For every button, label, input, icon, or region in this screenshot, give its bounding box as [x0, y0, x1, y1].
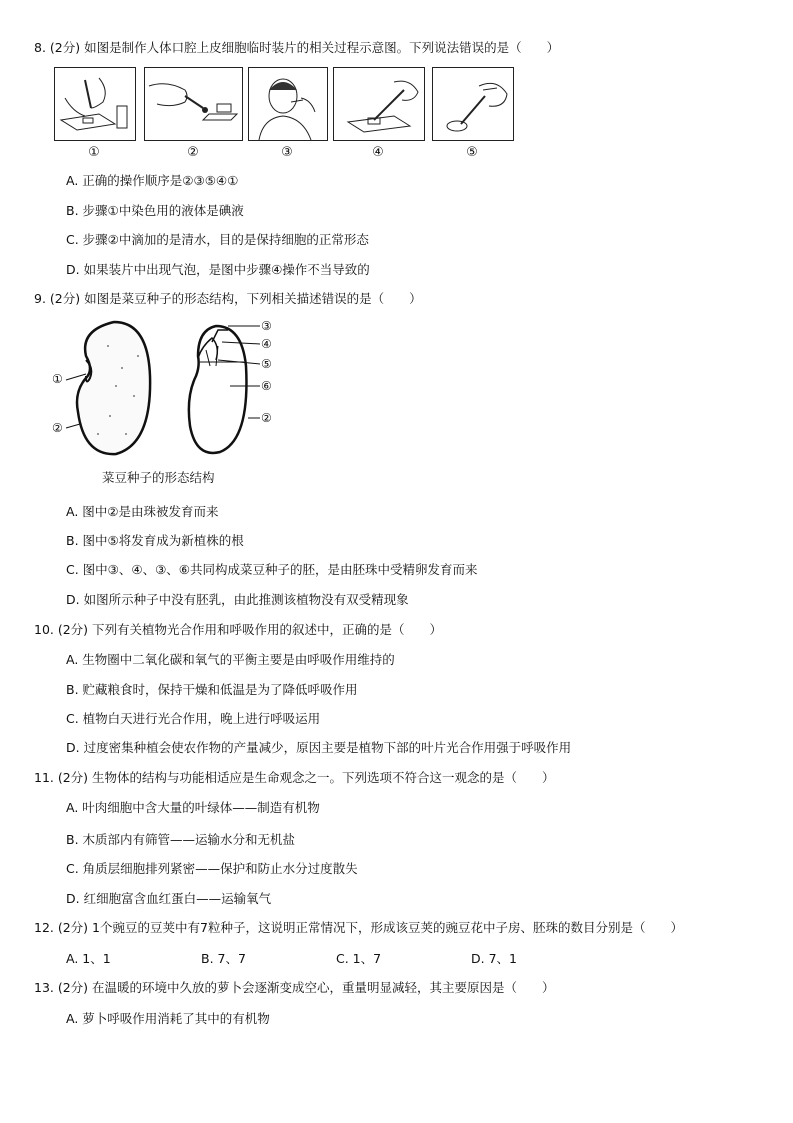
q11-option-b: B. 木质部内有筛管——运输水分和无机盐: [66, 832, 296, 847]
question-12-stem: 12. (2分) 1个豌豆的豆荚中有7粒种子，这说明正常情况下，形成该豆荚的豌豆花中子房、胚珠的数目分别是（ ）: [34, 920, 683, 935]
q10-option-c: C. 植物白天进行光合作用，晚上进行呼吸运用: [66, 711, 321, 726]
q11-option-d: D. 红细胞富含血红蛋白——运输氧气: [66, 891, 272, 906]
question-10-stem: 10. (2分) 下列有关植物光合作用和呼吸作用的叙述中，正确的是（ ）: [34, 622, 443, 637]
q9-option-a: A. 图中②是由珠被发育而来: [66, 504, 219, 519]
figure-label-5: ⑤: [466, 145, 478, 160]
q13-option-a: A. 萝卜呼吸作用消耗了其中的有机物: [66, 1011, 270, 1026]
q9-option-b: B. 图中⑤将发育成为新植株的根: [66, 533, 244, 548]
question-8-stem: 8. (2分) 如图是制作人体口腔上皮细胞临时装片的相关过程示意图。下列说法错误的是（ ）: [34, 40, 560, 55]
seed-callout-1: ①: [52, 372, 63, 386]
figure-step-2-dropping: [144, 67, 243, 141]
q8-option-d: D. 如果装片中出现气泡，是图中步骤④操作不当导致的: [66, 262, 370, 277]
q8-option-a: A. 正确的操作顺序是②③⑤④①: [66, 173, 239, 188]
q9-option-d: D. 如图所示种子中没有胚乳，由此推测该植物没有双受精现象: [66, 592, 409, 607]
bean-seed-diagram: [50, 316, 280, 458]
figure-step-5-smearing: [432, 67, 514, 141]
seed-callout-6: ⑥: [261, 379, 272, 393]
figure-label-3: ③: [281, 145, 293, 160]
seed-callout-2-left: ②: [52, 421, 63, 435]
q12-options-row: [66, 949, 746, 967]
q10-option-b: B. 贮藏粮食时，保持干燥和低温是为了降低呼吸作用: [66, 682, 358, 697]
q12-option-a: A. 1、1: [66, 951, 111, 966]
figure-label-4: ④: [372, 145, 384, 160]
q11-option-a: A. 叶肉细胞中含大量的叶绿体——制造有机物: [66, 800, 320, 815]
q10-option-a: A. 生物圈中二氧化碳和氧气的平衡主要是由呼吸作用维持的: [66, 652, 395, 667]
q10-option-d: D. 过度密集种植会使农作物的产量减少，原因主要是植物下部的叶片光合作用强于呼吸作用: [66, 740, 572, 755]
figure-step-1-staining: [54, 67, 136, 141]
q12-option-c: C. 1、7: [336, 951, 382, 966]
question-11-stem: 11. (2分) 生物体的结构与功能相适应是生命观念之一。下列选项不符合这一观念的是（ ）: [34, 770, 555, 785]
q9-option-c: C. 图中③、④、③、⑥共同构成菜豆种子的胚，是由胚珠中受精卵发育而来: [66, 562, 478, 577]
question-13-stem: 13. (2分) 在温暖的环境中久放的萝卜会逐渐变成空心，重量明显减轻，其主要原因是（ ）: [34, 980, 555, 995]
q12-option-b: B. 7、7: [201, 951, 246, 966]
figure-caption: 菜豆种子的形态结构: [102, 470, 215, 485]
q11-option-c: C. 角质层细胞排列紧密——保护和防止水分过度散失: [66, 861, 358, 876]
seed-callout-4: ④: [261, 337, 272, 351]
q12-option-d: D. 7、1: [471, 951, 517, 966]
figure-step-4-covering: [333, 67, 425, 141]
figure-label-1: ①: [88, 145, 100, 160]
seed-callout-5: ⑤: [261, 357, 272, 371]
figure-step-3-scraping: [248, 67, 328, 141]
q8-option-c: C. 步骤②中滴加的是清水，目的是保持细胞的正常形态: [66, 232, 369, 247]
question-9-stem: 9. (2分) 如图是菜豆种子的形态结构，下列相关描述错误的是（ ）: [34, 291, 422, 306]
seed-callout-3: ③: [261, 319, 272, 333]
figure-label-2: ②: [187, 145, 199, 160]
seed-callout-2-right: ②: [261, 411, 272, 425]
q8-option-b: B. 步骤①中染色用的液体是碘液: [66, 203, 244, 218]
